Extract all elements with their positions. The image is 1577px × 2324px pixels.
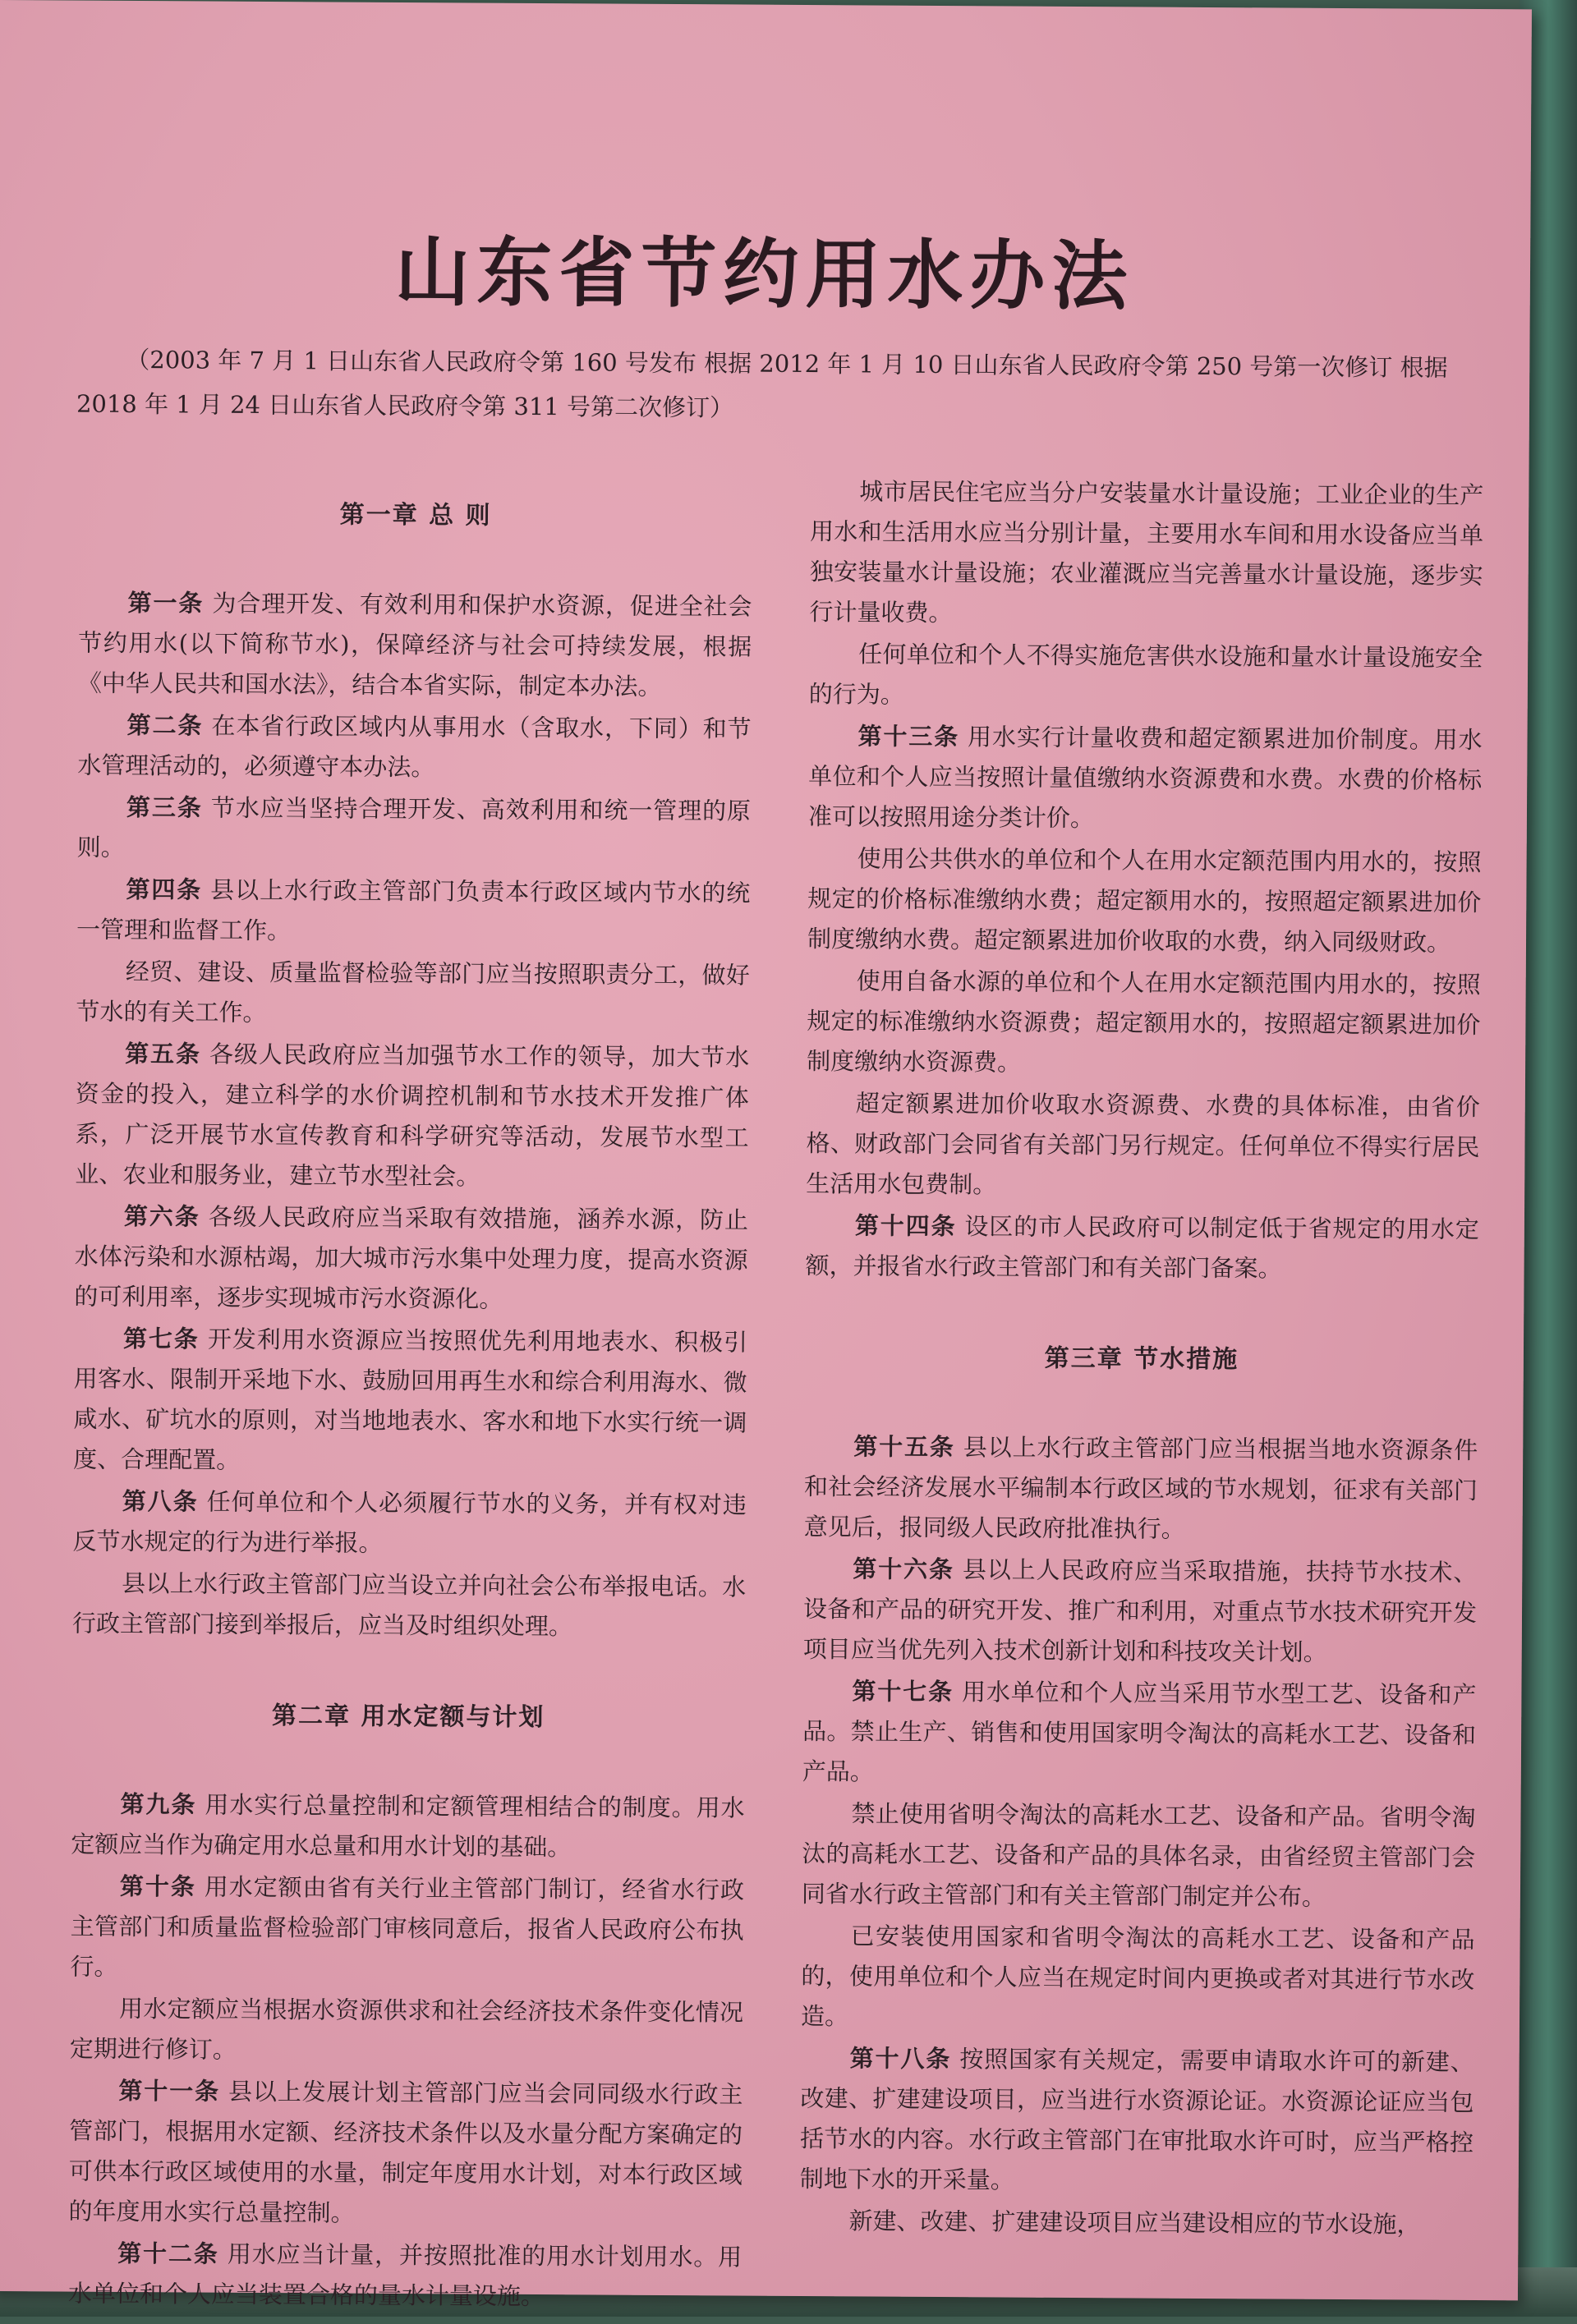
- article-text: 为合理开发、有效利用和保护水资源，促进全社会节约用水(以下简称节水)，保障经济与社会可持续发展，根据《中华人民共和国水法》，结合本省实际，制定本办法。: [77, 589, 752, 700]
- article-label: 第十一条: [118, 2076, 221, 2106]
- article-label: 第十八条: [849, 2044, 952, 2074]
- article-1: [78, 583, 752, 708]
- article-label: 第十七条: [852, 1677, 954, 1706]
- article-text: 县以上发展计划主管部门应当会同同级水行政主管部门，根据用水定额、经济技术条件以及水量分配方案确定的可供本行政区域使用的水量，制定年度用水计划，对本行政区域的年度用水实行总量控制。: [68, 2077, 743, 2227]
- article-text: 按照国家有关规定，需要申请取水许可的新建、改建、扩建建设项目，应当进行水资源论证。水资源论证应当包括节水的内容。水行政主管部门在审批取水许可时，应当严格控制地下水的开采量。: [799, 2045, 1474, 2194]
- article-label: 第一条: [127, 588, 205, 618]
- article-9: [71, 1784, 745, 1869]
- paragraph: 城市居民住宅应当分户安装量水计量设施；工业企业的生产用水和生活用水应当分别计量，主要用水车间和用水设备应当单独安装量水计量设施；农业灌溉应当完善量水计量设施，逐步实行计量收费。: [809, 477, 1484, 627]
- article-text: 节水应当坚持合理开发、高效利用和统一管理的原则。: [76, 793, 752, 861]
- left-column: [68, 494, 753, 2320]
- article-text: 用水实行总量控制和定额管理相结合的制度。用水定额应当作为确定用水总量和用水计划的基础。: [71, 1790, 745, 1862]
- article-4: [76, 870, 751, 954]
- article-text: 在本省行政区域内从事用水（含取水，下同）和节水管理活动的，必须遵守本办法。: [77, 711, 752, 782]
- article-label: 第十四条: [854, 1211, 957, 1241]
- article-16: [803, 1549, 1478, 1674]
- paragraph: 使用公共供水的单位和个人在用水定额范围内用水的，按照规定的价格标准缴纳水费；超定额用水的，按照超定额累进加价制度缴纳水费。超定额累进加价收取的水费，纳入同级财政。: [807, 844, 1482, 957]
- article-text: 设区的市人民政府可以制定低于省规定的用水定额，并报省水行政主管部门和有关部门备案。: [805, 1212, 1479, 1283]
- paragraph: 县以上水行政主管部门应当设立并向社会公布举报电话。水行政主管部门接到举报后，应当及时组织处理。: [71, 1568, 747, 1641]
- article-6: [74, 1196, 748, 1321]
- document-title: 山东省节约用水办法: [394, 227, 1134, 321]
- article-label: 第五条: [125, 1039, 202, 1068]
- chapter-1-heading: 第一章 总 则: [339, 500, 492, 530]
- article-text: 用水单位和个人应当采用节水型工艺、设备和产品。禁止生产、销售和使用国家明令淘汰的高耗水工艺、设备和产品。: [802, 1678, 1477, 1786]
- article-label: 第二条: [126, 710, 204, 740]
- article-15: [804, 1426, 1478, 1551]
- paragraph: 用水定额应当根据水资源供求和社会经济技术条件变化情况定期进行修订。: [69, 1994, 744, 2064]
- document-subtitle: （2003 年 7 月 1 日山东省人民政府令第 160 号发布 根据 2012 年 1 月 10 日山东省人民政府令第 250 号第一次修订 根据 2018 年 1 月 24 日山东省人民政府令第 311 号第二次修订）: [76, 345, 1448, 422]
- article-18: [800, 2038, 1474, 2203]
- article-label: 第六条: [123, 1201, 200, 1231]
- article-text: 县以上水行政主管部门负责本行政区域内节水的统一管理和监督工作。: [76, 875, 751, 945]
- article-5: [75, 1034, 749, 1199]
- chapter-2-heading: 第二章 用水定额与计划: [271, 1702, 545, 1733]
- article-label: 第九条: [120, 1789, 197, 1819]
- article-14: [805, 1206, 1479, 1290]
- article-12: [68, 2234, 743, 2318]
- article-3: [77, 788, 752, 872]
- article-text: 用水实行计量收费和超定额累进加价制度。用水单位和个人应当按照计量值缴纳水资源费和水费。水费的价格标准可以按照用途分类计价。: [807, 723, 1483, 833]
- article-2: [77, 705, 752, 790]
- paragraph: 任何单位和个人不得实施危害供水设施和量水计量设施安全的行为。: [808, 640, 1483, 709]
- article-11: [68, 2071, 743, 2236]
- paragraph: 经贸、建设、质量监督检验等部门应当按照职责分工，做好节水的有关工作。: [76, 957, 750, 1027]
- spacer: [71, 1646, 745, 1691]
- article-label: 第十五条: [853, 1432, 955, 1462]
- spacer: [805, 1288, 1478, 1333]
- article-17: [802, 1671, 1477, 1796]
- article-8: [72, 1481, 747, 1566]
- article-label: 第三条: [126, 792, 203, 822]
- article-text: 县以上水行政主管部门应当根据当地水资源条件和社会经济发展水平编制本行政区域的节水规划，征求有关部门意见后，报同级人民政府批准执行。: [803, 1433, 1478, 1543]
- article-text: 用水定额由省有关行业主管部门制订，经省水行政主管部门和质量监督检验部门审核同意后，报省人民政府公布执行。: [70, 1872, 745, 1981]
- paragraph: 已安装使用国家和省明令淘汰的高耗水工艺、设备和产品的，使用单位和个人应当在规定时间内更换或者对其进行节水改造。: [800, 1922, 1475, 2031]
- article-7: [73, 1319, 747, 1484]
- article-13: [808, 716, 1483, 841]
- article-text: 各级人民政府应当采取有效措施，涵养水源，防止水体污染和水源枯竭，加大城市污水集中处理力度，提高水资源的可利用率，逐步实现城市污水资源化。: [74, 1202, 749, 1313]
- article-label: 第十二条: [117, 2239, 219, 2268]
- chapter-3-heading: 第三章 节水措施: [1044, 1343, 1239, 1375]
- paragraph: 新建、改建、扩建建设项目应当建设相应的节水设施，: [848, 2207, 1421, 2239]
- article-text: 任何单位和个人必须履行节水的义务，并有权对违反节水规定的行为进行举报。: [72, 1487, 747, 1557]
- article-10: [70, 1867, 744, 1991]
- article-label: 第十条: [119, 1872, 196, 1901]
- paragraph: 使用自备水源的单位和个人在用水定额范围内用水的，按照规定的标准缴纳水资源费；超定额用水的，按照超定额累进加价制度缴纳水资源费。: [807, 967, 1481, 1077]
- article-label: 第七条: [122, 1324, 200, 1353]
- article-text: 开发利用水资源应当按照优先利用地表水、积极引用客水、限制开采地下水、鼓励回用再生水和综合利用海水、微咸水、矿坑水的原则，对当地地表水、客水和地下水实行统一调度、合理配置。: [73, 1325, 748, 1474]
- article-text: 县以上人民政府应当采取措施，扶持节水技术、设备和产品的研究开发、推广和利用，对重点节水技术研究开发项目应当优先列入技术创新计划和科技攻关计划。: [802, 1555, 1478, 1666]
- article-label: 第十三条: [857, 722, 960, 751]
- article-text: 用水应当计量，并按照批准的用水计划用水。用水单位和个人应当装置合格的量水计量设施。: [67, 2239, 743, 2311]
- article-label: 第八条: [122, 1486, 199, 1516]
- right-column: [799, 471, 1483, 2247]
- article-label: 第十六条: [853, 1555, 954, 1584]
- article-label: 第四条: [126, 875, 203, 904]
- paragraph: 超定额累进加价收取水资源费、水费的具体标准，由省价格、财政部门会同省有关部门另行规定。任何单位不得实行居民生活用水包费制。: [806, 1089, 1480, 1199]
- article-text: 各级人民政府应当加强节水工作的领导，加大节水资金的投入，建立科学的水价调控机制和节水技术开发推广体系，广泛开展节水宣传教育和科学研究等活动，发展节水型工业、农业和服务业，建立节水型社会。: [75, 1040, 750, 1191]
- paragraph: 禁止使用省明令淘汰的高耗水工艺、设备和产品。省明令淘汰的高耗水工艺、设备和产品的具体名录，由省经贸主管部门会同省水行政主管部门和有关主管部门制定并公布。: [801, 1799, 1476, 1911]
